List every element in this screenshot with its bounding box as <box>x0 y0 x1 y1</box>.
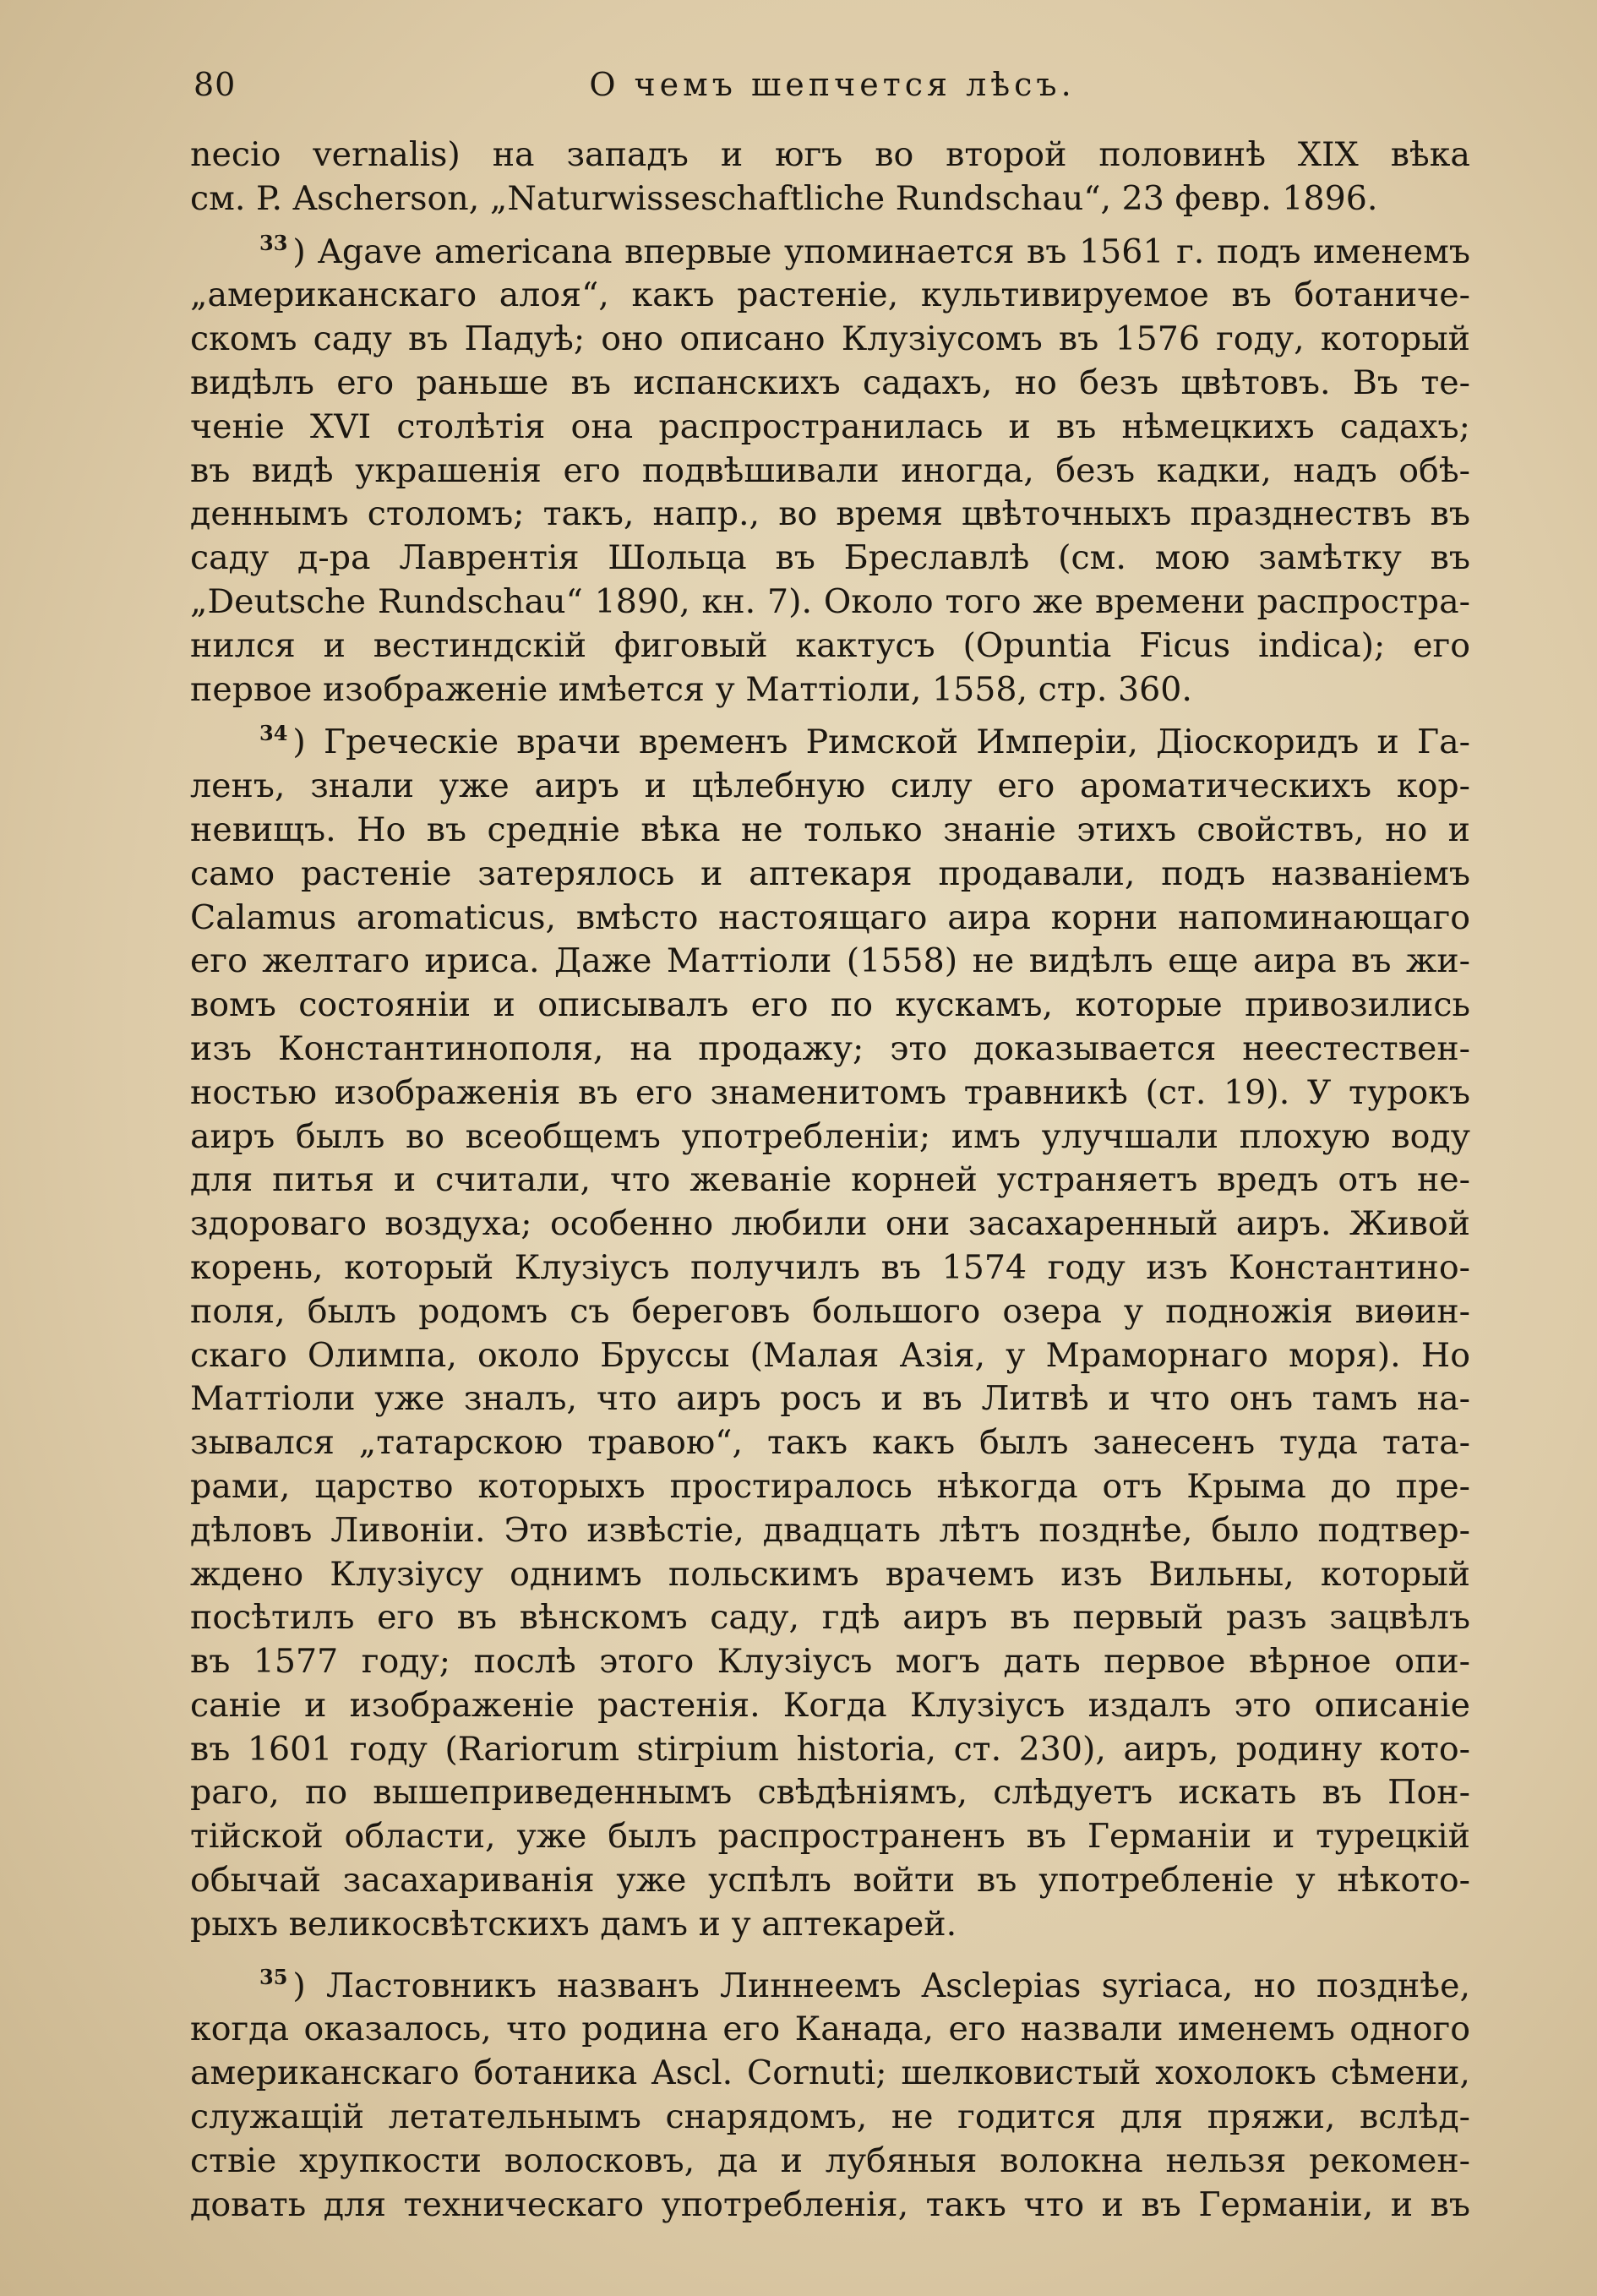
text-line: скаго Олимпа, около Бруссы (Малая Азія, у Мраморнаго моря). Но <box>190 1335 1470 1375</box>
text-line: ждено Клузіусу однимъ польскимъ врачемъ изъ Вильны, который <box>190 1554 1470 1594</box>
text-line: здороваго воздуха; особенно любили они засахаренный аиръ. Живой <box>190 1204 1470 1244</box>
text-line: для питья и считали, что жеваніе корней устраняетъ вредъ отъ не- <box>190 1160 1470 1200</box>
text-line: аиръ былъ во всеобщемъ употребленіи; имъ улучшали плохую воду <box>190 1116 1470 1156</box>
text-line: дѣловъ Ливоніи. Это извѣстіе, двадцать лѣтъ позднѣе, было подтвер- <box>190 1510 1470 1550</box>
footnote-number: 35 <box>259 1964 288 1989</box>
paragraph-gap <box>190 1947 1470 1955</box>
text-line: ствіе хрупкости волосковъ, да и лубяныя волокна нельзя рекомен- <box>190 2141 1470 2180</box>
page-header <box>190 66 1474 125</box>
text-line: „американскаго алоя“, какъ растеніе, культивируемое въ ботаниче- <box>190 275 1470 315</box>
page-number: 80 <box>193 66 237 103</box>
text-line: видѣлъ его раньше въ испанскихъ садахъ, но безъ цвѣтовъ. Въ те- <box>190 363 1470 402</box>
text-line: $^{35}$ ) Ластовникъ названъ Линнеемъ Asclepias syriaca, но позднѣе, <box>259 1964 1470 2005</box>
text-line: невищъ. Но въ средніе вѣка не только знаніе этихъ свойствъ, но и <box>190 810 1470 849</box>
text-line: посѣтилъ его въ вѣнскомъ саду, гдѣ аиръ въ первый разъ зацвѣлъ <box>190 1598 1470 1638</box>
footnote-number: 33 <box>259 230 288 255</box>
footnote-paren: ) <box>292 723 306 762</box>
continuation-paragraph <box>190 134 1470 221</box>
text-line: ностью изображенія въ его знаменитомъ травникѣ (ст. 19). У турокъ <box>190 1072 1470 1112</box>
text-line: американскаго ботаника Ascl. Cornuti; шелковистый хохолокъ сѣмени, <box>190 2053 1470 2093</box>
text-line: поля, былъ родомъ съ береговъ большого озера у подножія виѳин- <box>190 1291 1470 1331</box>
text-line: $^{33}$ ) Agave americana впервые упоминается въ 1561 г. подъ именемъ <box>259 230 1470 271</box>
text-line: саду д-ра Лаврентія Шольца въ Бреславлѣ (см. мою замѣтку въ <box>190 538 1470 578</box>
text-line: Маттіоли уже зналъ, что аиръ росъ и въ Литвѣ и что онъ тамъ на- <box>190 1379 1470 1419</box>
text-line: первое изображеніе имѣется у Маттіоли, 1558, стр. 360. <box>190 669 1192 709</box>
text-line: корень, который Клузіусъ получилъ въ 1574 году изъ Константино- <box>190 1247 1470 1287</box>
text-line: въ 1577 году; послѣ этого Клузіусъ могъ дать первое вѣрное опи- <box>190 1642 1470 1682</box>
footnote-paren: ) <box>292 232 306 271</box>
text-line: раго, по вышеприведеннымъ свѣдѣніямъ, слѣдуетъ искать въ Пон- <box>190 1773 1470 1813</box>
text-line: тійской области, уже былъ распространенъ въ Германіи и турецкій <box>190 1817 1470 1857</box>
text-line: саніе и изображеніе растенія. Когда Клузіусъ издалъ это описаніе <box>190 1685 1470 1725</box>
text-line: обычай засахариванія уже успѣлъ войти въ употребленіе у нѣкото- <box>190 1861 1470 1901</box>
footnote-34 <box>190 712 1470 1946</box>
text-line: довать для техническаго употребленія, такъ что и въ Германіи, и въ <box>190 2184 1470 2224</box>
running-title: О чемъ шепчется лѣсъ. <box>589 66 1076 103</box>
text-line: Calamus aromaticus, вмѣсто настоящаго аира корни напоминающаго <box>190 897 1470 937</box>
text-line: necio vernalis) на западъ и югъ во второй половинѣ XIX вѣка <box>190 135 1470 174</box>
text-line: рыхъ великосвѣтскихъ дамъ и у аптекарей. <box>190 1904 957 1944</box>
footnotes-body <box>190 134 1470 2227</box>
text-line: въ видѣ украшенія его подвѣшивали иногда, безъ кадки, надъ обѣ- <box>190 450 1470 490</box>
text-line: когда оказалось, что родина его Канада, его назвали именемъ одного <box>190 2010 1470 2049</box>
text-line: вомъ состояніи и описывалъ его по кускамъ, которые привозились <box>190 985 1470 1025</box>
text-line: зывался „татарскою травою“, такъ какъ былъ занесенъ туда тата- <box>190 1423 1470 1463</box>
text-line: рами, царство которыхъ простиралось нѣкогда отъ Крыма до пре- <box>190 1466 1470 1506</box>
text-line: ленъ, знали уже аиръ и цѣлебную силу его ароматическихъ кор- <box>190 766 1470 806</box>
text-line: см. P. Ascherson, „Naturwisseschaftliche Rundschau“, 23 февр. 1896. <box>190 178 1378 218</box>
text-line: его желтаго ириса. Даже Маттіоли (1558) не видѣлъ еще аира въ жи- <box>190 941 1470 981</box>
text-line: служащій летательнымъ снарядомъ, не годится для пряжи, вслѣд- <box>190 2097 1470 2137</box>
text-line: нился и вестиндскій фиговый кактусъ (Opuntia Ficus indica); его <box>190 625 1470 665</box>
footnote-33 <box>190 221 1470 712</box>
text-line: скомъ саду въ Падуѣ; оно описано Клузіусомъ въ 1576 году, который <box>190 319 1470 359</box>
text-line: деннымъ столомъ; такъ, напр., во время цвѣточныхъ празднествъ въ <box>190 494 1470 534</box>
text-line: въ 1601 году (Rariorum stirpium historia, ст. 230), аиръ, родину кото- <box>190 1729 1470 1769</box>
text-line: $^{34}$ ) Греческіе врачи временъ Римской Имперіи, Діоскоридъ и Га- <box>259 721 1470 762</box>
text-line: „Deutsche Rundschau“ 1890, кн. 7). Около того же времени распростра- <box>190 581 1470 621</box>
text-line: изъ Константинополя, на продажу; это доказывается неестествен- <box>190 1028 1470 1068</box>
text-line: ченіе XVI столѣтія она распространилась и въ нѣмецкихъ садахъ; <box>190 406 1470 446</box>
footnote-paren: ) <box>292 1966 306 2005</box>
footnote-number: 34 <box>259 721 288 746</box>
text-line: само растеніе затерялось и аптекаря продавали, подъ названіемъ <box>190 854 1470 893</box>
footnote-35 <box>190 1955 1470 2228</box>
